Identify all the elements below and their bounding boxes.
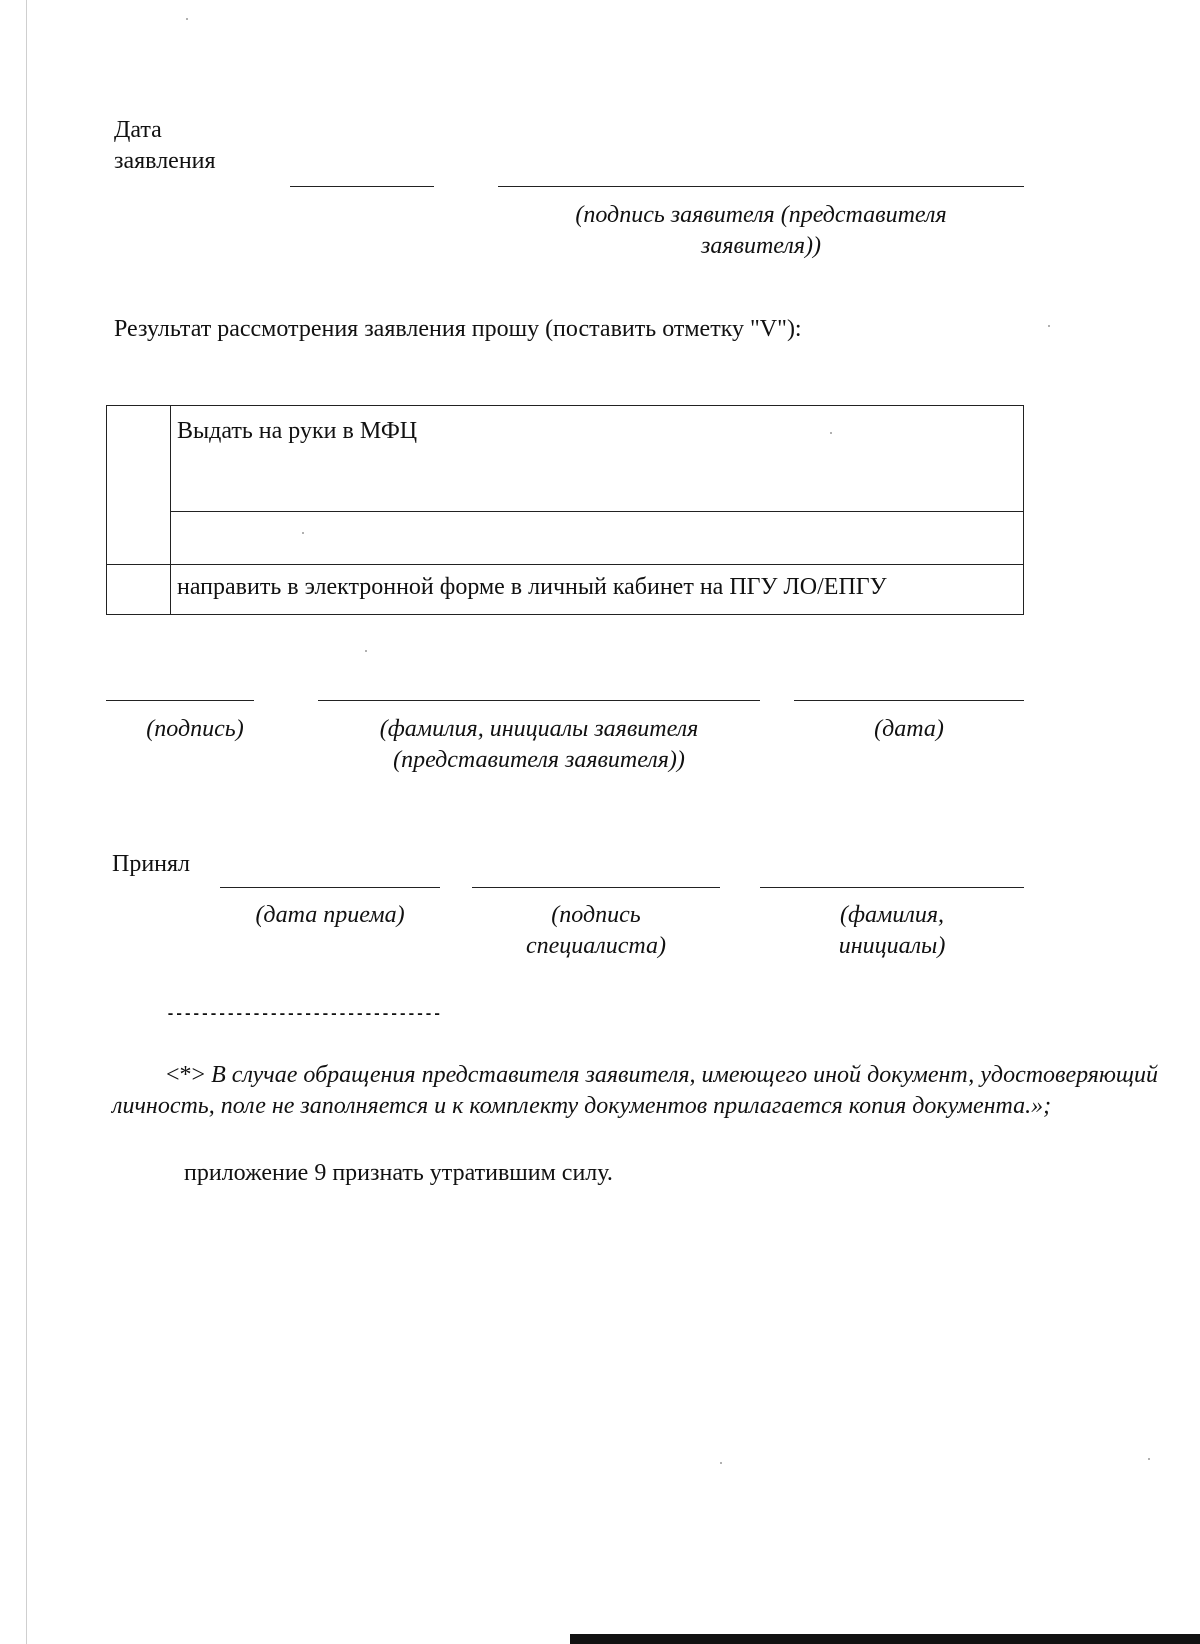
caption-signature: (подпись) — [146, 716, 244, 742]
caption-applicant-name-line1: (фамилия, инициалы заявителя — [379, 716, 699, 742]
applicant-signature-line — [498, 186, 1024, 187]
applicant-signature-caption-line1: (подпись заявителя (представителя — [575, 202, 947, 228]
caption-specialist-name-line2: инициалы) — [838, 933, 946, 959]
footnote-text: В случае обращения представителя заявителя, имеющего иной документ, удостоверяющий личность, поле не заполняется и к комплекту документов прилагается копия документа.»; — [112, 1062, 1158, 1119]
scan-edge — [26, 0, 27, 1644]
scan-speck — [186, 18, 188, 20]
specialist-name-line — [760, 887, 1024, 888]
acceptance-date-line — [220, 887, 440, 888]
date-line — [794, 700, 1024, 701]
footnote — [112, 1060, 1158, 1122]
option-checkbox-cell-electronic[interactable] — [107, 564, 170, 616]
result-options-table — [106, 405, 1024, 615]
table-vertical-divider — [170, 406, 171, 614]
footnote-mark: <*> — [166, 1062, 206, 1088]
application-date-label-line2: заявления — [114, 148, 216, 174]
application-date-label-line1: Дата — [114, 117, 162, 143]
scan-speck — [1048, 325, 1050, 327]
result-heading: Результат рассмотрения заявления прошу (поставить отметку "V"): — [114, 316, 802, 342]
caption-specialist-signature-line2: специалиста) — [525, 933, 667, 959]
caption-specialist-signature-line1: (подпись — [551, 902, 641, 928]
applicant-name-line — [318, 700, 760, 701]
specialist-signature-line — [472, 887, 720, 888]
closing-paragraph: приложение 9 признать утратившим силу. — [184, 1160, 613, 1186]
applicant-signature-caption-line2: заявителя)) — [701, 233, 821, 259]
table-row-divider — [170, 511, 1023, 512]
option-label-electronic: направить в электронной форме в личный кабинет на ПГУ ЛО/ЕПГУ — [177, 574, 887, 600]
option-label-mfc: Выдать на руки в МФЦ — [177, 418, 418, 444]
application-date-line — [290, 186, 434, 187]
scan-speck — [1148, 1458, 1150, 1460]
table-row-divider — [107, 564, 1023, 565]
caption-specialist-name-line1: (фамилия, — [840, 902, 944, 928]
scan-speck — [720, 1462, 722, 1464]
caption-acceptance-date: (дата приема) — [255, 902, 405, 928]
scan-speck — [365, 650, 367, 652]
accepted-label: Принял — [112, 851, 191, 877]
footnote-separator: -------------------------------- — [166, 1006, 442, 1023]
scan-bottom-bar — [570, 1634, 1200, 1644]
caption-date: (дата) — [874, 716, 944, 742]
signature-line — [106, 700, 254, 701]
caption-applicant-name-line2: (представителя заявителя)) — [393, 747, 685, 773]
option-checkbox-cell-mfc[interactable] — [107, 406, 170, 564]
